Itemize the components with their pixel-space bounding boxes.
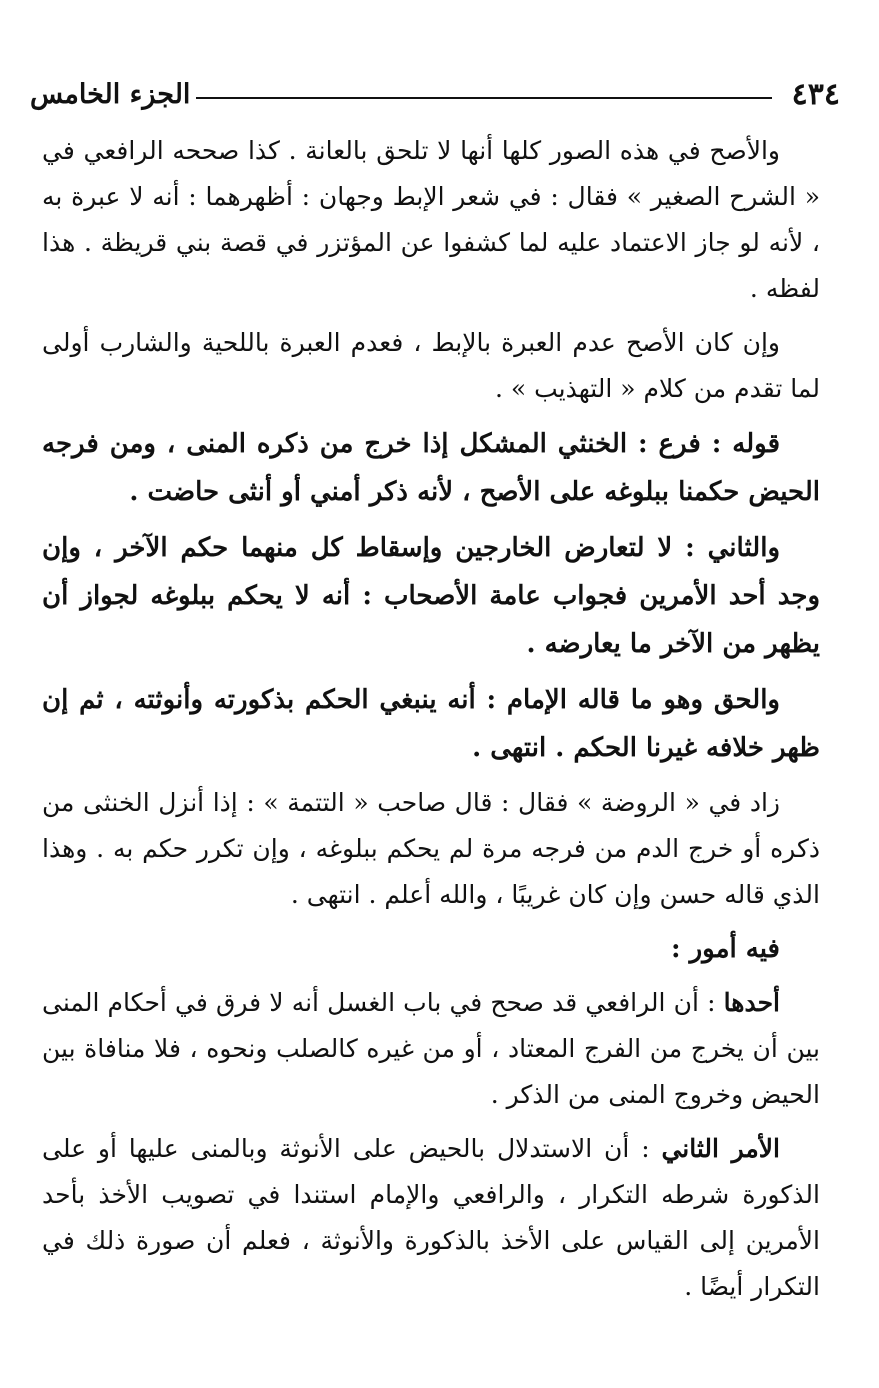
- paragraph-1: والأصح في هذه الصور كلها أنها لا تلحق بالعانة . كذا صححه الرافعي في « الشرح الصغير » فقال : في شعر الإبط وجهان : أظهرهما : أنه لا عبرة به ، لأنه لو جاز الاعتماد عليه لما كشفوا عن المؤتزر في قصة بني قريظة . هذا لفظه .: [42, 136, 820, 303]
- quoted-paragraph-3: والحق وهو ما قاله الإمام : أنه ينبغي الحكم بذكورته وأنوثته ، ثم إن ظهر خلافه غيرنا الحكم . انتهى .: [42, 685, 820, 763]
- running-title: الجزء الخامس: [30, 78, 191, 110]
- page-header: [30, 70, 840, 118]
- paragraph-4-text: : أن الرافعي قد صحح في باب الغسل أنه لا فرق في أحكام المنى بين أن يخرج من الفرج المعتاد ، أو من غيره كالصلب ونحوه ، فلا منافاة بين الحيض وخروج المنى من الذكر .: [42, 988, 820, 1109]
- paragraph-4-lead: أحدها: [723, 988, 780, 1017]
- section-heading: فيه أمور :: [670, 934, 780, 964]
- paragraph-5-lead: الأمر الثاني: [661, 1134, 780, 1163]
- quoted-paragraph-1: قوله : فرع : الخنثي المشكل إذا خرج من ذكره المنى ، ومن فرجه الحيض حكمنا ببلوغه على الأصح ، لأنه ذكر أمني أو أنثى حاضت .: [42, 429, 820, 507]
- page-number: ٤٣٤: [791, 76, 840, 112]
- page-body: [42, 128, 820, 1318]
- paragraph-5-text: : أن الاستدلال بالحيض على الأنوثة وبالمنى عليها أو على الذكورة شرطه التكرار ، والرافعي والإمام استندا في تصويب الأخذ بأحد الأمرين إلى القياس على الأخذ بالذكورة والأنوثة ، فعلم أن صورة ذلك في التكرار أيضًا .: [42, 1134, 820, 1301]
- paragraph-2: وإن كان الأصح عدم العبرة بالإبط ، فعدم العبرة باللحية والشارب أولى لما تقدم من كلام « التهذيب » .: [42, 328, 820, 403]
- header-rule: [196, 97, 771, 99]
- paragraph-4: [42, 980, 820, 1118]
- paragraph-5: [42, 1126, 820, 1310]
- quoted-paragraph-2: والثاني : لا لتعارض الخارجين وإسقاط كل منهما حكم الآخر ، وإن وجد أحد الأمرين فجواب عامة الأصحاب : أنه لا يحكم ببلوغه لجواز أن يظهر من الآخر ما يعارضه .: [42, 533, 820, 659]
- paragraph-3: زاد في « الروضة » فقال : قال صاحب « التتمة » : إذا أنزل الخنثى من ذكره أو خرج الدم من فرجه مرة لم يحكم ببلوغه ، وإن تكرر حكم به . وهذا الذي قاله حسن وإن كان غريبًا ، والله أعلم . انتهى .: [42, 788, 820, 909]
